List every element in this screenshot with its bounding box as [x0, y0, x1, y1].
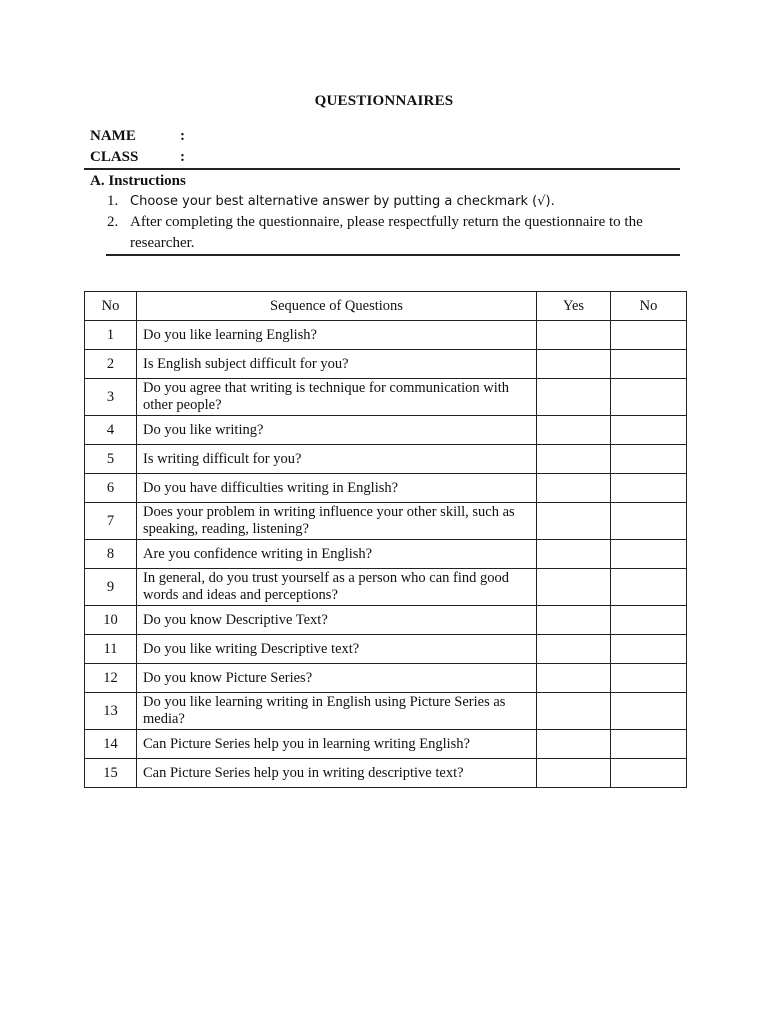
name-field[interactable] [90, 126, 185, 146]
no-answer-cell[interactable] [611, 416, 687, 445]
table-row [85, 416, 687, 445]
no-answer-cell[interactable] [611, 350, 687, 379]
row-number: 2 [85, 350, 137, 379]
class-colon: : [180, 149, 185, 165]
row-number: 9 [85, 569, 137, 606]
row-number: 13 [85, 693, 137, 730]
no-answer-cell[interactable] [611, 569, 687, 606]
instruction-number: 1. [107, 193, 119, 209]
no-answer-cell[interactable] [611, 635, 687, 664]
row-number: 5 [85, 445, 137, 474]
instructions-heading: A. Instructions [90, 173, 186, 189]
row-number: 14 [85, 730, 137, 759]
row-number: 10 [85, 606, 137, 635]
instruction-item [107, 191, 667, 212]
no-answer-cell[interactable] [611, 503, 687, 540]
yes-answer-cell[interactable] [537, 759, 611, 788]
question-text: Is English subject difficult for you? [137, 350, 537, 379]
yes-answer-cell[interactable] [537, 350, 611, 379]
bottom-divider [106, 254, 680, 256]
class-field[interactable] [90, 147, 185, 167]
no-answer-cell[interactable] [611, 540, 687, 569]
question-text: Do you have difficulties writing in English? [137, 474, 537, 503]
question-text: Is writing difficult for you? [137, 445, 537, 474]
yes-answer-cell[interactable] [537, 416, 611, 445]
row-number: 1 [85, 321, 137, 350]
table-header-row [85, 292, 687, 321]
yes-answer-cell[interactable] [537, 730, 611, 759]
table-row [85, 569, 687, 606]
row-number: 3 [85, 379, 137, 416]
yes-answer-cell[interactable] [537, 693, 611, 730]
instruction-item [107, 212, 667, 254]
yes-answer-cell[interactable] [537, 635, 611, 664]
page-title: QUESTIONNAIRES [314, 93, 454, 109]
yes-answer-cell[interactable] [537, 503, 611, 540]
question-text: Do you like learning English? [137, 321, 537, 350]
table-row [85, 379, 687, 416]
yes-answer-cell[interactable] [537, 474, 611, 503]
questionnaire-table [84, 291, 687, 788]
question-text: Do you like writing Descriptive text? [137, 635, 537, 664]
no-answer-cell[interactable] [611, 730, 687, 759]
yes-answer-cell[interactable] [537, 606, 611, 635]
table-row [85, 635, 687, 664]
header-question: Sequence of Questions [137, 292, 537, 321]
header-yes: Yes [537, 292, 611, 321]
yes-answer-cell[interactable] [537, 379, 611, 416]
question-text: Do you know Descriptive Text? [137, 606, 537, 635]
yes-answer-cell[interactable] [537, 445, 611, 474]
row-number: 15 [85, 759, 137, 788]
instructions-list [107, 191, 667, 254]
row-number: 12 [85, 664, 137, 693]
table-row [85, 445, 687, 474]
question-text: Does your problem in writing influence your other skill, such as speaking, reading, listening? [137, 503, 537, 540]
no-answer-cell[interactable] [611, 664, 687, 693]
name-label: NAME [90, 128, 136, 144]
question-text: Do you know Picture Series? [137, 664, 537, 693]
table-row [85, 759, 687, 788]
no-answer-cell[interactable] [611, 606, 687, 635]
question-text: In general, do you trust yourself as a person who can find good words and ideas and perceptions? [137, 569, 537, 606]
no-answer-cell[interactable] [611, 321, 687, 350]
table-row [85, 606, 687, 635]
row-number: 6 [85, 474, 137, 503]
table-row [85, 474, 687, 503]
yes-answer-cell[interactable] [537, 540, 611, 569]
table-row [85, 503, 687, 540]
question-text: Can Picture Series help you in writing descriptive text? [137, 759, 537, 788]
question-text: Do you like learning writing in English using Picture Series as media? [137, 693, 537, 730]
no-answer-cell[interactable] [611, 693, 687, 730]
question-text: Are you confidence writing in English? [137, 540, 537, 569]
row-number: 7 [85, 503, 137, 540]
table-row [85, 693, 687, 730]
question-text: Do you like writing? [137, 416, 537, 445]
header-no: No [85, 292, 137, 321]
no-answer-cell[interactable] [611, 379, 687, 416]
question-text: Can Picture Series help you in learning writing English? [137, 730, 537, 759]
yes-answer-cell[interactable] [537, 569, 611, 606]
yes-answer-cell[interactable] [537, 321, 611, 350]
row-number: 4 [85, 416, 137, 445]
instruction-text: After completing the questionnaire, please respectfully return the questionnaire to the researcher. [130, 214, 643, 251]
row-number: 11 [85, 635, 137, 664]
name-colon: : [180, 128, 185, 144]
no-answer-cell[interactable] [611, 474, 687, 503]
instruction-text: Choose your best alternative answer by putting a checkmark (√). [130, 194, 555, 209]
question-text: Do you agree that writing is technique for communication with other people? [137, 379, 537, 416]
table-row [85, 540, 687, 569]
no-answer-cell[interactable] [611, 759, 687, 788]
table-row [85, 321, 687, 350]
no-answer-cell[interactable] [611, 445, 687, 474]
table-row [85, 730, 687, 759]
header-no-answer: No [611, 292, 687, 321]
table-row [85, 664, 687, 693]
class-label: CLASS [90, 149, 139, 165]
table-row [85, 350, 687, 379]
row-number: 8 [85, 540, 137, 569]
yes-answer-cell[interactable] [537, 664, 611, 693]
top-divider [84, 168, 680, 170]
instruction-number: 2. [107, 214, 119, 230]
